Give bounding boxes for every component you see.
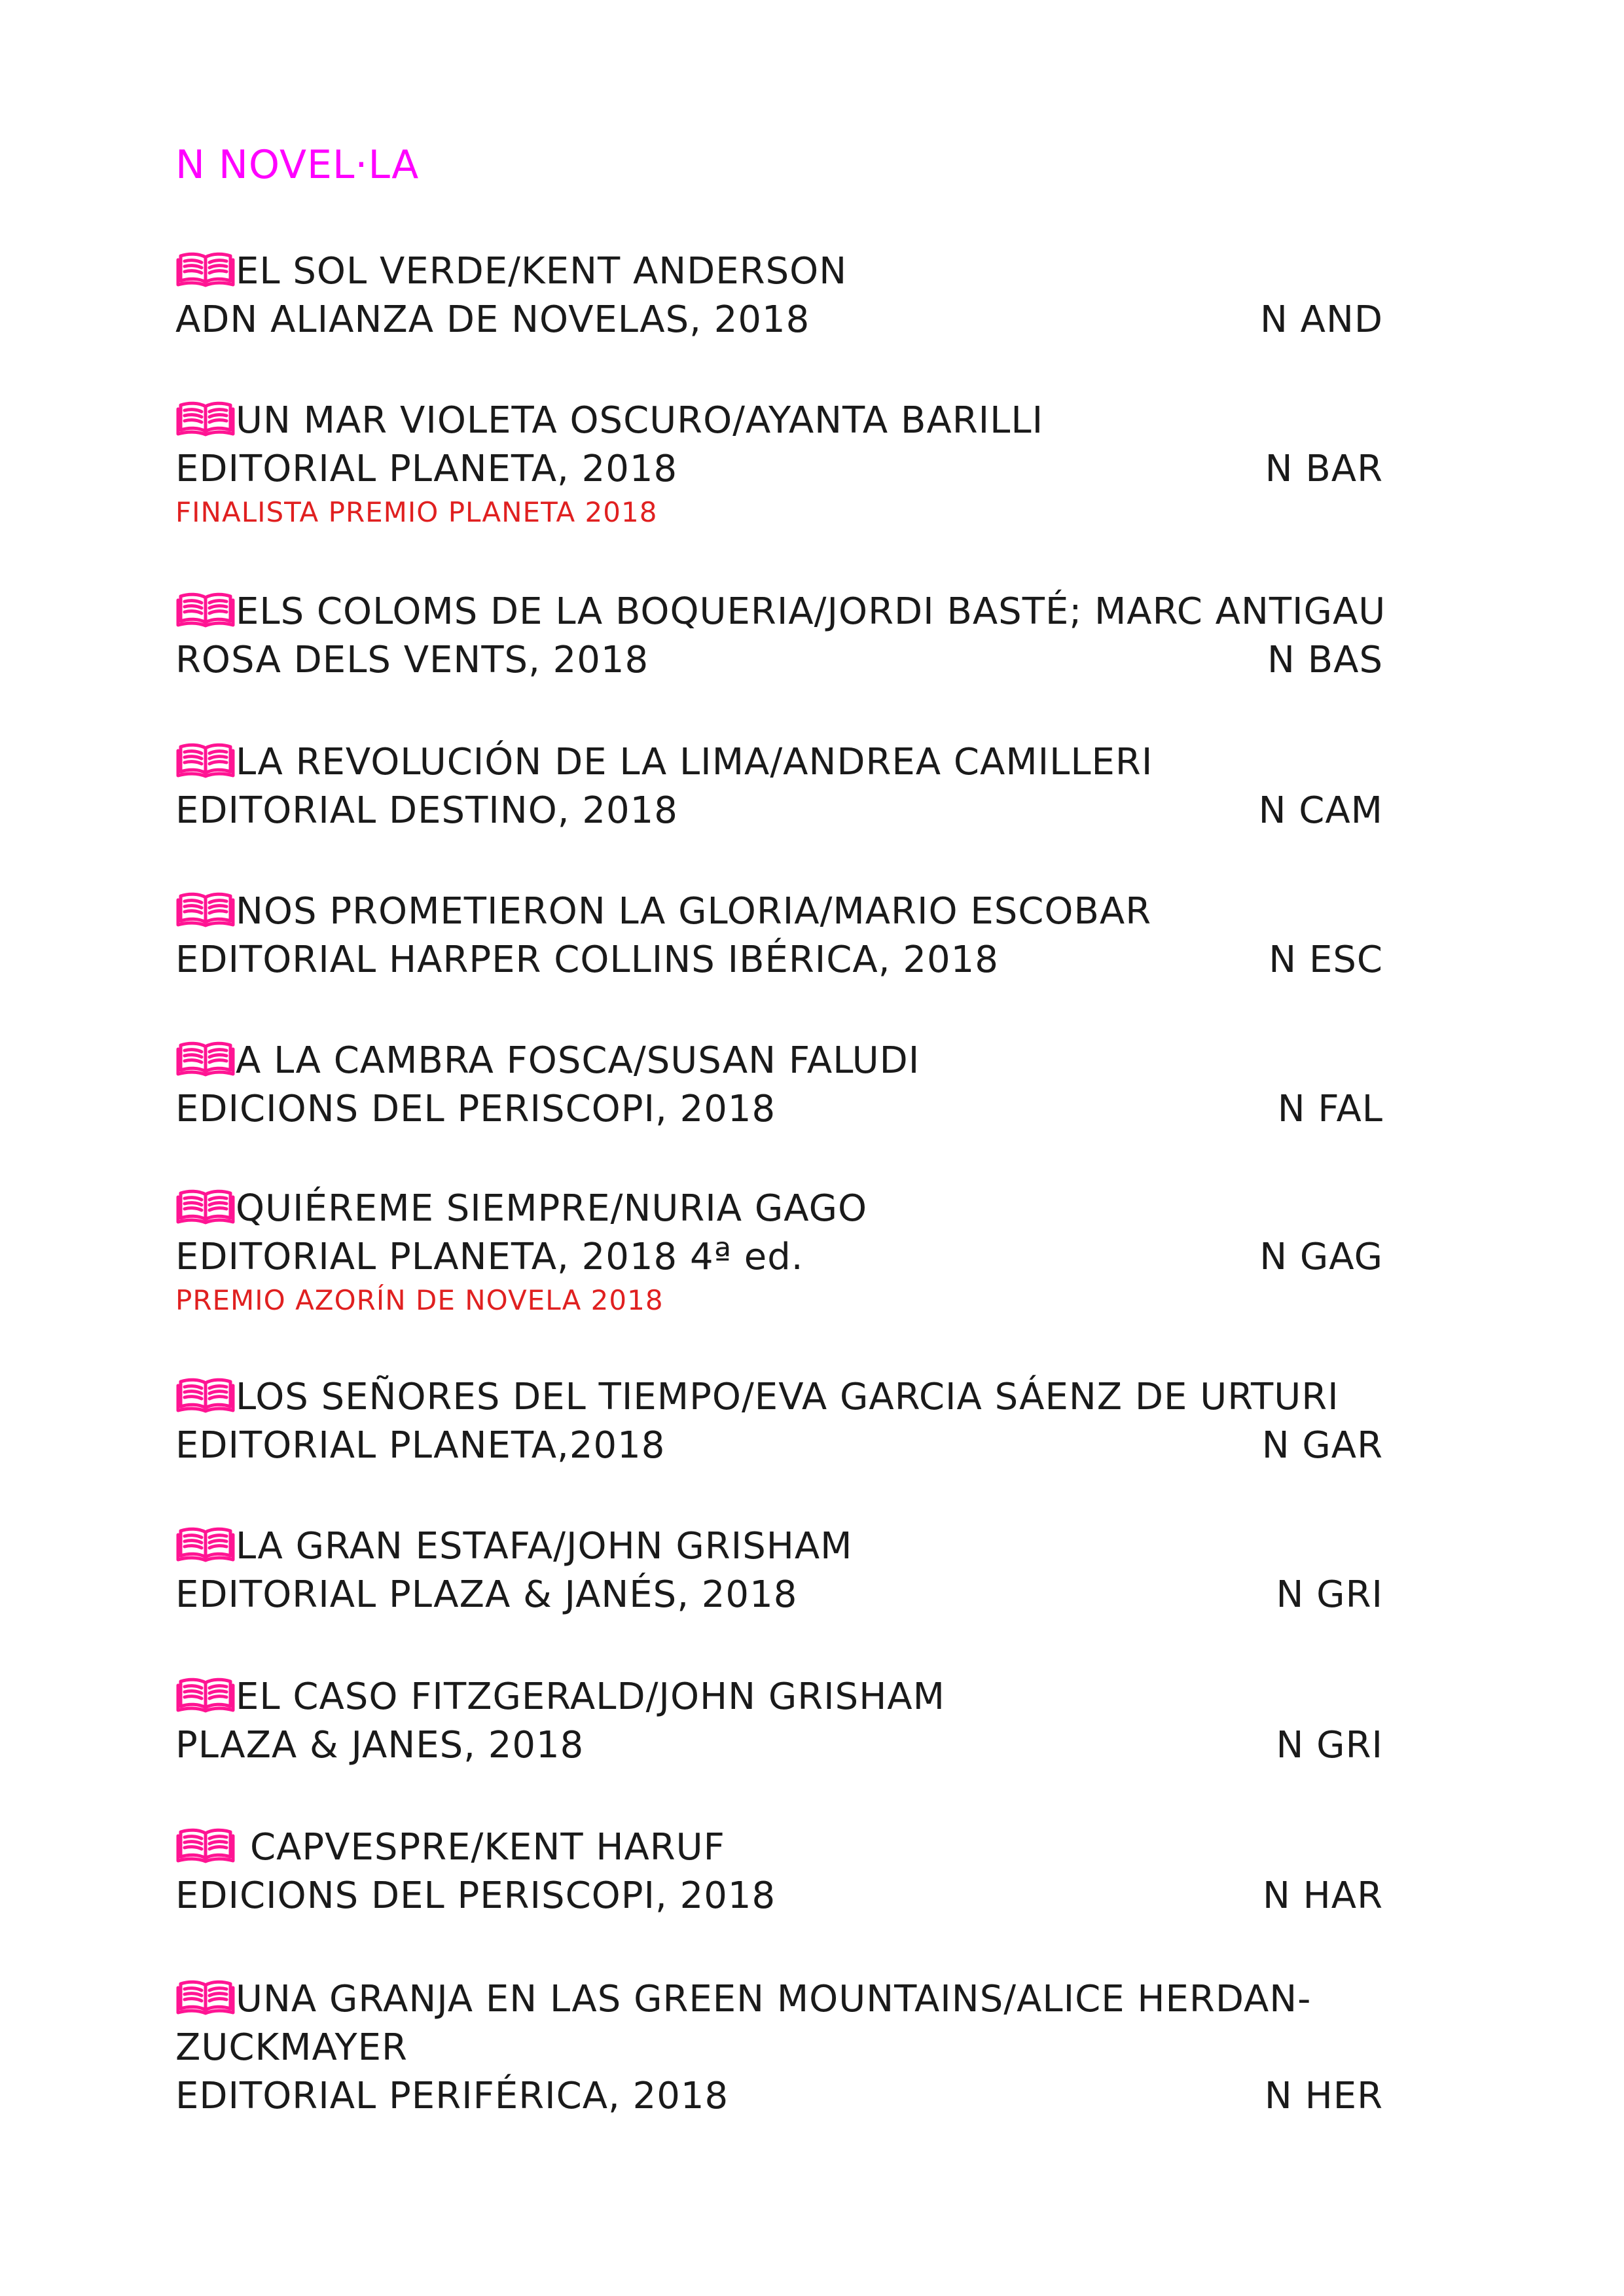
book-title: LA GRAN ESTAFA/JOHN GRISHAM: [236, 1525, 853, 1568]
open-book-icon: [175, 400, 236, 437]
book-entry: [175, 1522, 1393, 1619]
book-entry: [175, 1823, 1393, 1920]
book-publisher: EDITORIAL PERIFÉRICA, 2018: [175, 2075, 729, 2117]
book-title-line: [175, 247, 1393, 296]
shelf-mark: N BAS: [1267, 639, 1383, 681]
book-entry: [175, 1975, 1393, 2121]
book-title-continuation: [175, 2024, 1393, 2072]
book-publisher-line: [175, 2072, 1393, 2121]
book-entry: [175, 738, 1393, 835]
book-title: LA REVOLUCIÓN DE LA LIMA/ANDREA CAMILLERI: [236, 741, 1153, 783]
book-publisher: PLAZA & JANES, 2018: [175, 1724, 585, 1767]
book-title-line: [175, 1975, 1393, 2024]
shelf-mark: N GRI: [1276, 1724, 1383, 1767]
shelf-mark: N AND: [1259, 298, 1383, 341]
book-title-line: [175, 888, 1393, 936]
shelf-mark: N BAR: [1265, 448, 1383, 490]
book-title-line: [175, 1185, 1393, 1233]
book-title-line: [175, 397, 1393, 445]
open-book-icon: [175, 891, 236, 927]
open-book-icon: [175, 1526, 236, 1562]
book-publisher: EDITORIAL HARPER COLLINS IBÉRICA, 2018: [175, 939, 999, 981]
book-publisher-line: [175, 1571, 1393, 1619]
book-title-cont: ZUCKMAYER: [175, 2026, 408, 2069]
book-publisher-line: [175, 787, 1393, 835]
open-book-icon: [175, 591, 236, 628]
book-publisher: EDITORIAL PLAZA & JANÉS, 2018: [175, 1573, 798, 1616]
book-publisher: ROSA DELS VENTS, 2018: [175, 639, 649, 681]
book-title: QUIÉREME SIEMPRE/NURIA GAGO: [236, 1187, 868, 1230]
open-book-icon: [175, 742, 236, 778]
open-book-icon: [175, 1188, 236, 1225]
book-title-line: [175, 738, 1393, 787]
book-entry: [175, 1185, 1393, 1319]
book-entry: [175, 1037, 1393, 1134]
book-publisher-line: [175, 1233, 1393, 1282]
book-publisher: EDITORIAL DESTINO, 2018: [175, 789, 678, 832]
book-publisher: EDITORIAL PLANETA, 2018 4ª ed.: [175, 1236, 804, 1278]
book-title: UN MAR VIOLETA OSCURO/AYANTA BARILLI: [236, 399, 1044, 442]
book-title-line: [175, 1522, 1393, 1571]
book-title: CAPVESPRE/KENT HARUF: [250, 1826, 725, 1869]
shelf-mark: N CAM: [1258, 789, 1383, 832]
open-book-icon: [175, 1827, 236, 1863]
open-book-icon: [175, 1676, 236, 1713]
shelf-mark: N GRI: [1276, 1573, 1383, 1616]
book-publisher-line: [175, 1422, 1393, 1470]
open-book-icon: [175, 251, 236, 287]
book-entry: [175, 1373, 1393, 1470]
section-title: N NOVEL·LA: [175, 142, 420, 188]
book-publisher-line: [175, 636, 1393, 685]
award-note: FINALISTA PREMIO PLANETA 2018: [175, 496, 658, 528]
shelf-mark: N GAR: [1261, 1424, 1383, 1467]
book-title: EL CASO FITZGERALD/JOHN GRISHAM: [236, 1676, 945, 1718]
book-title-line: [175, 1037, 1393, 1085]
book-publisher: EDICIONS DEL PERISCOPI, 2018: [175, 1874, 776, 1917]
book-publisher-line: [175, 1085, 1393, 1134]
book-publisher-line: [175, 1721, 1393, 1770]
book-publisher: ADN ALIANZA DE NOVELAS, 2018: [175, 298, 810, 341]
book-publisher-line: [175, 936, 1393, 984]
shelf-mark: N HAR: [1262, 1874, 1383, 1917]
book-entry: [175, 588, 1393, 685]
shelf-mark: N GAG: [1259, 1236, 1383, 1278]
book-title: UNA GRANJA EN LAS GREEN MOUNTAINS/ALICE HERDAN-: [236, 1978, 1312, 2020]
shelf-mark: N HER: [1264, 2075, 1383, 2117]
book-title-line: [175, 1673, 1393, 1721]
book-title: ELS COLOMS DE LA BOQUERIA/JORDI BASTÉ; MARC ANTIGAU: [236, 590, 1386, 633]
book-publisher-line: [175, 296, 1393, 344]
open-book-icon: [175, 1376, 236, 1413]
book-publisher-line: [175, 1872, 1393, 1920]
shelf-mark: N FAL: [1277, 1088, 1383, 1130]
book-title-line: [175, 588, 1393, 636]
book-title: EL SOL VERDE/KENT ANDERSON: [236, 250, 848, 293]
book-title-line: [175, 1823, 1393, 1872]
award-note: PREMIO AZORÍN DE NOVELA 2018: [175, 1284, 664, 1316]
book-title: A LA CAMBRA FOSCA/SUSAN FALUDI: [236, 1039, 920, 1082]
open-book-icon: [175, 1979, 236, 2015]
book-title: NOS PROMETIERON LA GLORIA/MARIO ESCOBAR: [236, 890, 1152, 933]
book-entry: [175, 1673, 1393, 1770]
book-title-line: [175, 1373, 1393, 1422]
book-entry: [175, 888, 1393, 984]
book-title: LOS SEÑORES DEL TIEMPO/EVA GARCIA SÁENZ DE URTURI: [236, 1376, 1339, 1418]
open-book-icon: [175, 1040, 236, 1077]
book-entry: [175, 247, 1393, 344]
book-publisher: EDITORIAL PLANETA,2018: [175, 1424, 666, 1467]
book-entry: [175, 397, 1393, 531]
book-publisher: EDITORIAL PLANETA, 2018: [175, 448, 678, 490]
shelf-mark: N ESC: [1269, 939, 1383, 981]
book-publisher-line: [175, 445, 1393, 493]
book-publisher: EDICIONS DEL PERISCOPI, 2018: [175, 1088, 776, 1130]
